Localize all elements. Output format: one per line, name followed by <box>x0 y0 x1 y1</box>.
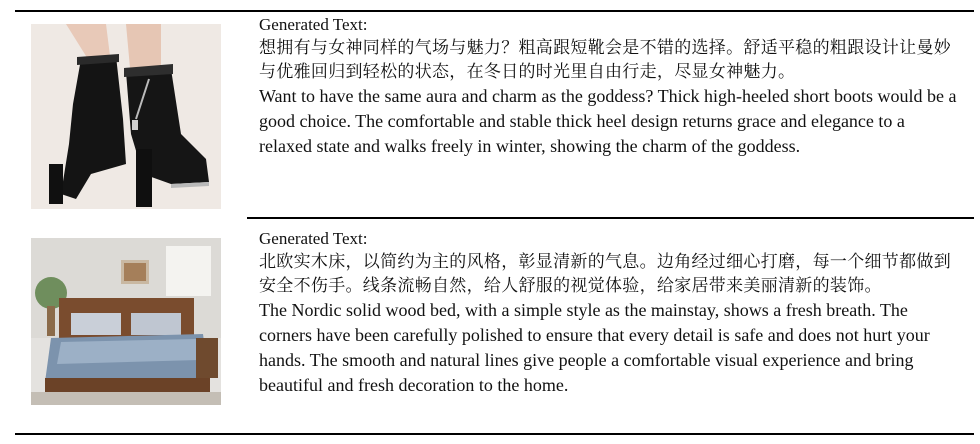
chinese-text: 北欧实木床，以简约为主的风格，彰显清新的气息。边角经过细心打磨，每一个细节都做到安全不伤手。线条流畅自然，给人舒服的视觉体验，给家居带来美丽清新的装饰。 <box>259 252 951 296</box>
table-bottom-rule <box>15 433 974 435</box>
generated-text-label: Generated Text: <box>259 229 368 248</box>
table-row <box>0 14 980 217</box>
bed-image <box>31 238 221 405</box>
table-row <box>0 228 980 433</box>
generated-text-block <box>259 228 959 398</box>
boots-image <box>31 24 221 209</box>
generated-text-label: Generated Text: <box>259 15 368 34</box>
row-divider <box>247 217 974 219</box>
english-text: The Nordic solid wood bed, with a simple style as the mainstay, shows a fresh breath. The corners have been carefully polished to ensure that every detail is safe and does not hurt your hands. The smooth and natural lines give people a comfortable visual experience and bring beautiful and fresh decoration to the home. <box>259 300 930 395</box>
generated-text-block <box>259 14 959 159</box>
chinese-text: 想拥有与女神同样的气场与魅力？粗高跟短靴会是不错的选择。舒适平稳的粗跟设计让曼妙与优雅回归到轻松的状态，在冬日的时光里自由行走，尽显女神魅力。 <box>259 38 951 82</box>
table-top-rule <box>15 10 974 12</box>
english-text: Want to have the same aura and charm as the goddess? Thick high-heeled short boots would be a good choice. The comfortable and stable thick heel design returns grace and elegance to a relaxed state and walks freely in winter, showing the charm of the goddess. <box>259 86 957 156</box>
